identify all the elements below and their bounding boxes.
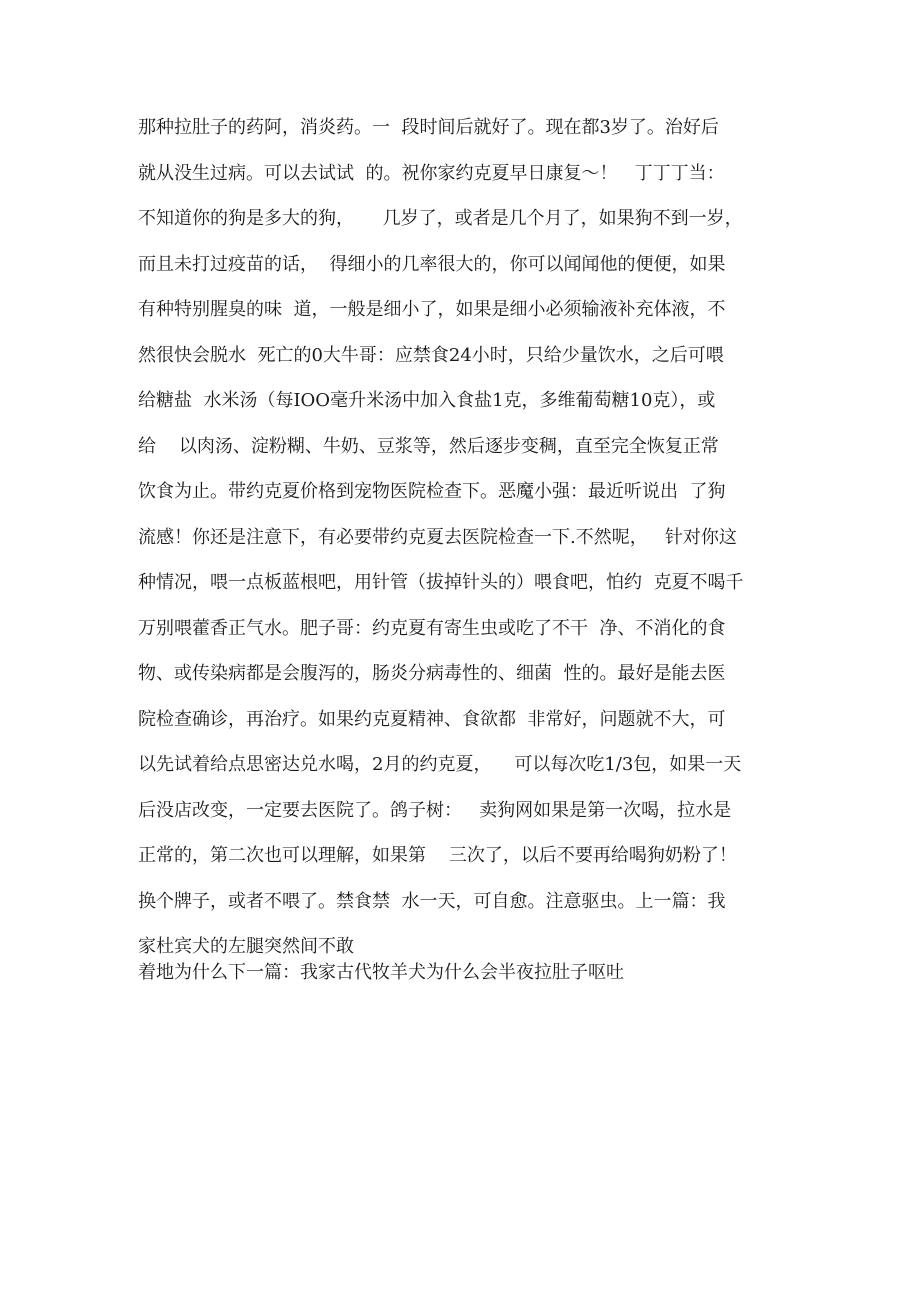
- text-line: 给 以肉汤、淀粉糊、牛奶、豆浆等，然后逐步变稠，直至完全恢复正常: [138, 435, 719, 457]
- text-line: 物、或传染病都是会腹泻的，肠炎分病毒性的、细菌 性的。最好是能去医: [138, 663, 726, 684]
- text-line: 流感！你还是注意下，有必要带约克夏去医院检查一下.不然呢， 针对你这: [138, 526, 737, 548]
- text-line: 然很快会脱水 死亡的0大牛哥：应禁食24小时，只给少量饮水，之后可喂: [138, 344, 724, 366]
- text-line: 那种拉肚子的药阿，消炎药。一 段时间后就好了。现在都3岁了。治好后: [138, 117, 719, 138]
- text-line: 饮食为止。带约克夏价格到宠物医院检查下。恶魔小强：最近听说出 了狗: [138, 481, 726, 502]
- text-line: 后没店改变，一定要去医院了。鸽子树： 卖狗网如果是第一次喝，拉水是: [138, 799, 732, 821]
- text-line: 万别喂藿香正气水。肥子哥：约克夏有寄生虫或吃了不干 净、不消化的食: [138, 617, 726, 639]
- text-line: 院检查确诊，再治疗。如果约克夏精神、食欲都 非常好，问题就不大，可: [138, 708, 726, 730]
- text-line: 换个牌子，或者不喂了。禁食禁 水一天，可自愈。注意驱虫。上一篇：我: [138, 890, 726, 912]
- text-line: 给糖盐 水米汤（每IOO毫升米汤中加入食盐1克，多维葡萄糖10克），或: [138, 390, 716, 411]
- text-line: 而且未打过疫苗的话， 得细小的几率很大的，你可以闻闻他的便便，如果: [138, 253, 726, 275]
- text-line: 正常的，第二次也可以理解，如果第 三次了，以后不要再给喝狗奶粉了！: [138, 845, 737, 866]
- text-line: 就从没生过病。可以去试试 的。祝你家约克夏早日康复～！ 丁丁丁当：: [138, 162, 725, 184]
- text-line: 以先试着给点思密达兑水喝，2月的约克夏， 可以每次吃1/3包，如果一天: [138, 754, 742, 775]
- text-line: 着地为什么下一篇：我家古代牧羊犬为什么会半夜拉肚子呕吐: [138, 962, 624, 983]
- text-line: 种情况，喂一点板蓝根吧，用针管（拔掉针头的）喂食吧，怕约 克夏不喝千: [138, 572, 744, 593]
- text-line: 不知道你的狗是多大的狗， 几岁了，或者是几个月了，如果狗不到一岁，: [138, 208, 743, 229]
- text-line: 家杜宾犬的左腿突然间不敢: [138, 936, 354, 957]
- text-line: 有种特别腥臭的味 道，一般是细小了，如果是细小必须输液补充体液，不: [138, 299, 726, 320]
- article-body: [138, 116, 818, 987]
